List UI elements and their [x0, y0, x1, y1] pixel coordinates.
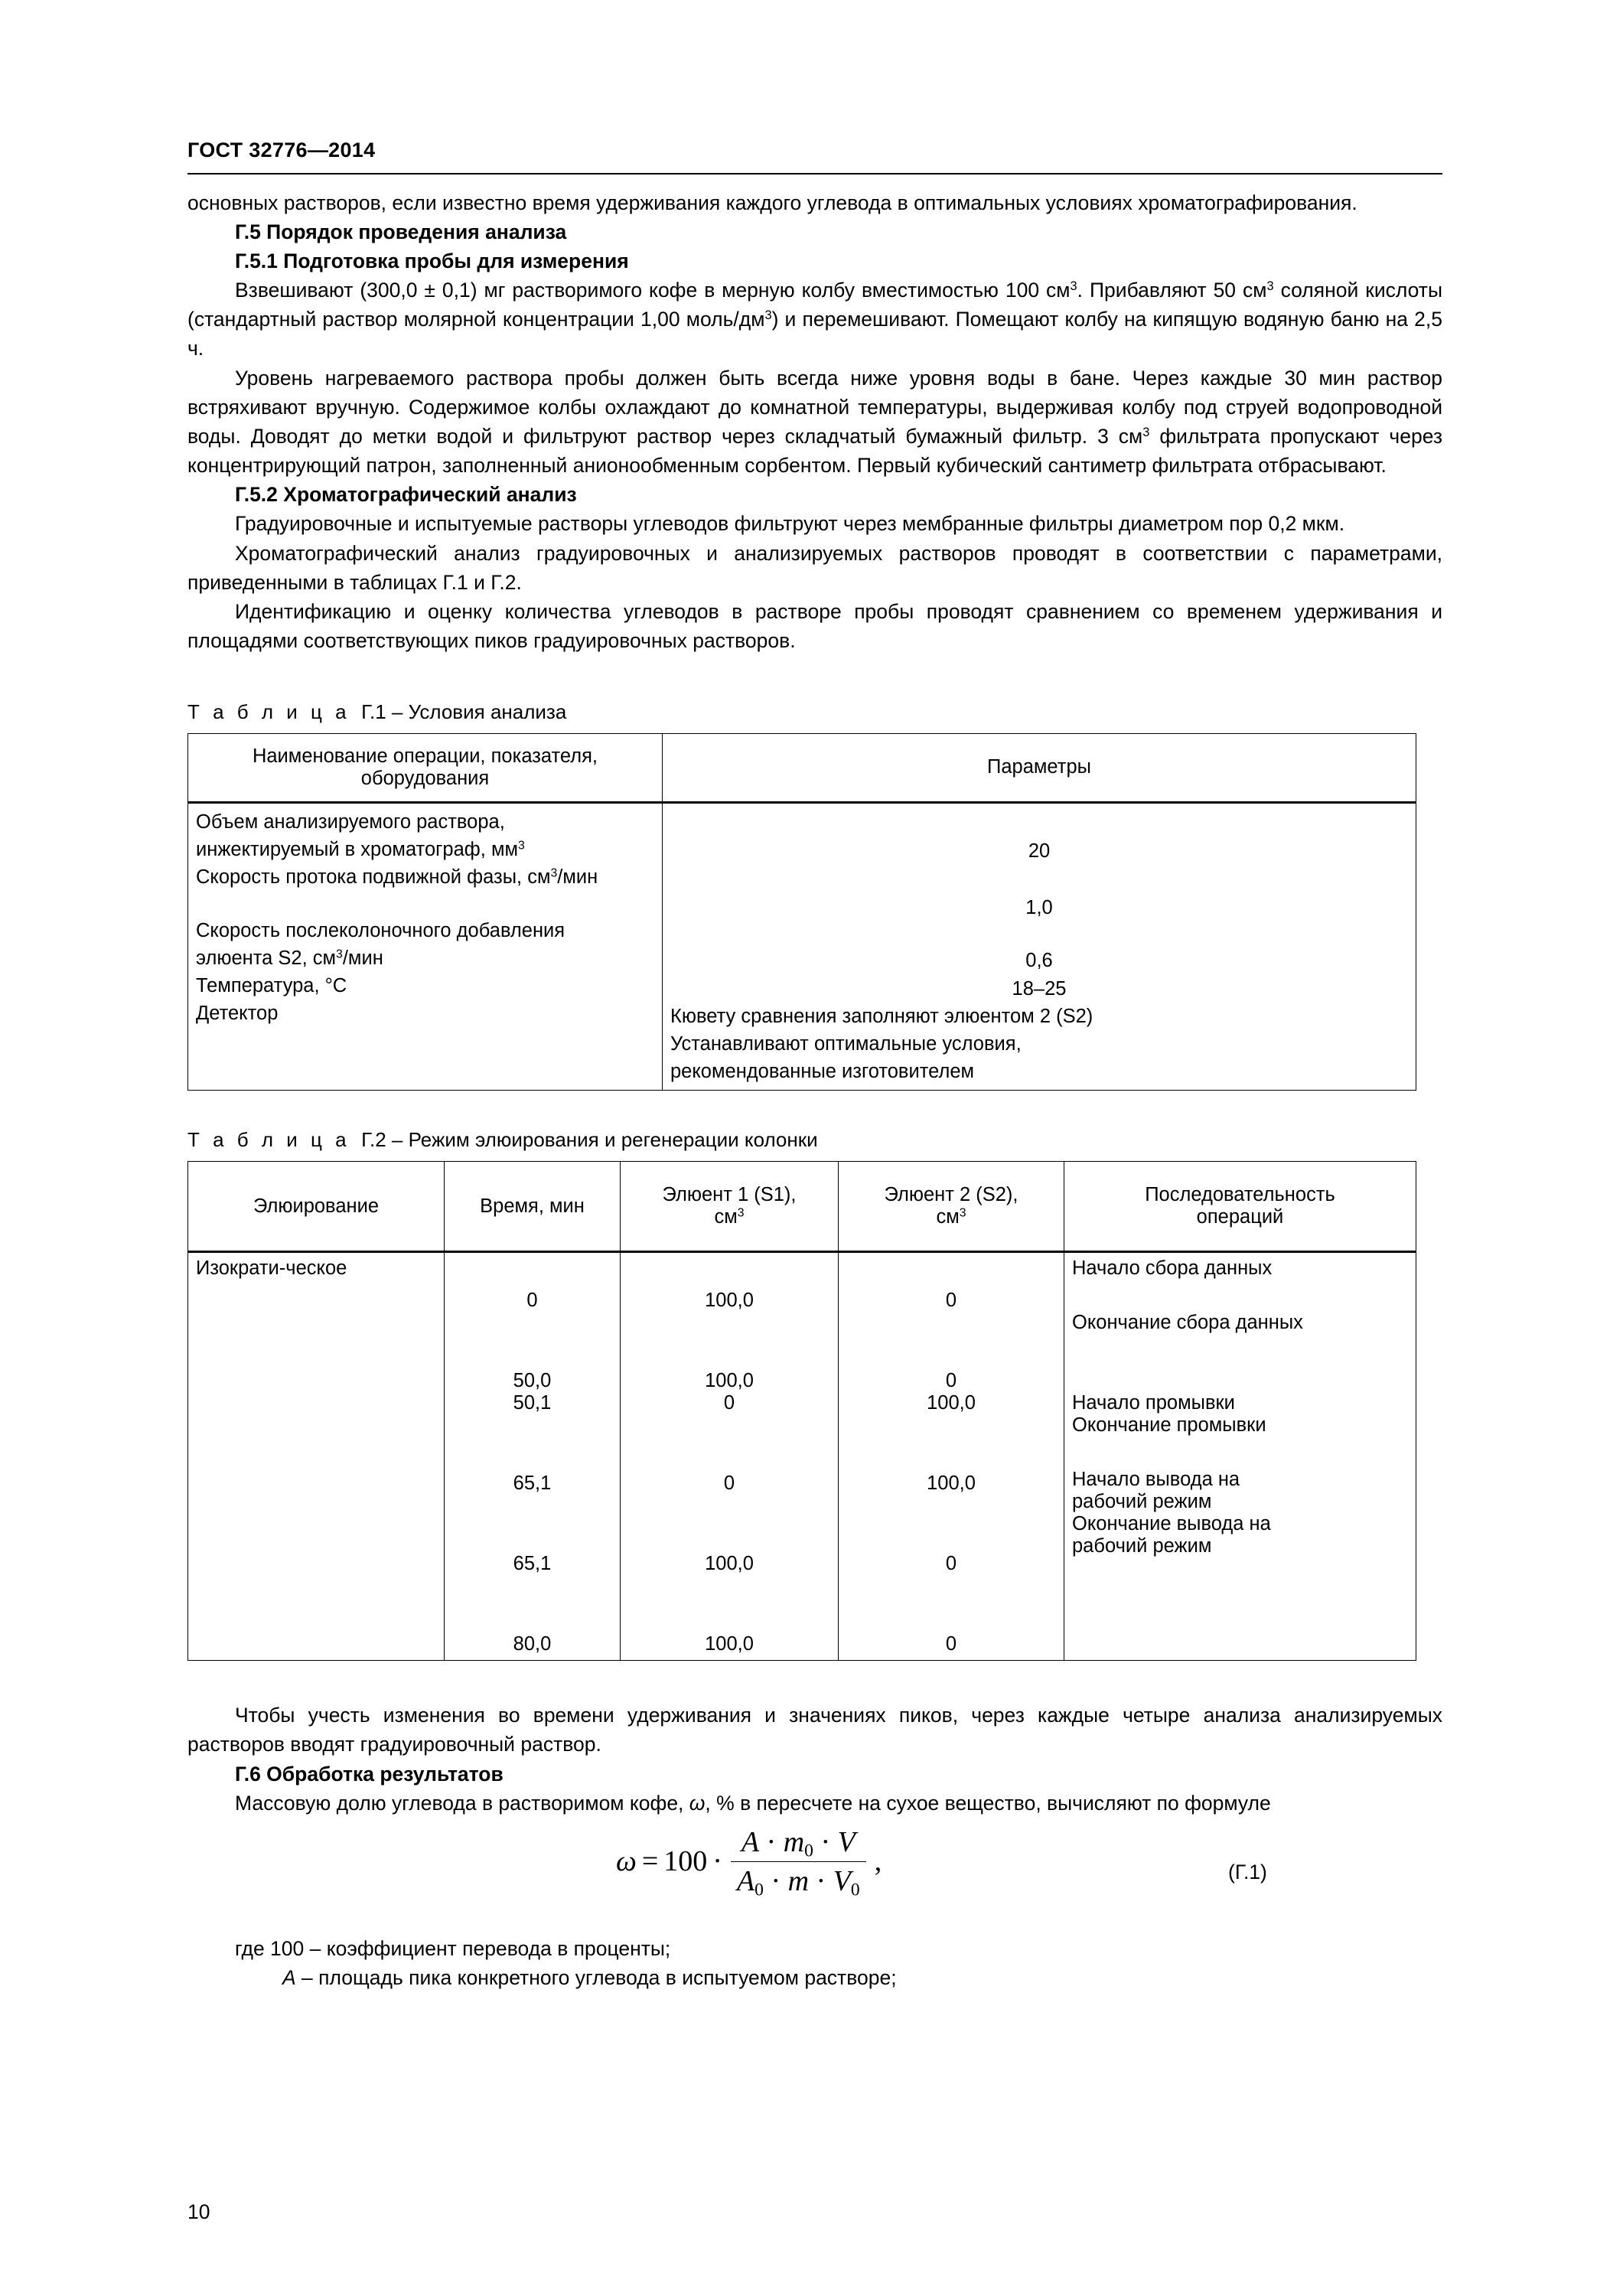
t1-value-injection-volume: 20 [1028, 840, 1051, 862]
superscript-cubic-t2-2: 3 [959, 1206, 966, 1220]
t2-op-gap-2 [1072, 1334, 1408, 1392]
t1-line-2-text: инжектируемый в хроматограф, мм [196, 839, 519, 861]
t2-s2-4: 100,0 [927, 1473, 976, 1495]
t2-op-gap-3 [1072, 1437, 1408, 1469]
t1-line-3-text: Скорость протока подвижной фазы, см [196, 866, 551, 889]
superscript-cubic-1: 3 [1070, 279, 1077, 294]
t2-s2-gap-4 [846, 1575, 1056, 1633]
table-g2-cell-sequence [1064, 1252, 1416, 1661]
t1-line-2 [196, 836, 654, 863]
t2-s1-5: 100,0 [705, 1553, 754, 1575]
formula-coefficient: 100 [663, 1845, 708, 1878]
t2-s1-6: 100,0 [705, 1633, 754, 1655]
table-g2-caption-dash: – [391, 1128, 403, 1152]
superscript-cubic-3: 3 [764, 308, 772, 323]
t2-op-1: Начало сбора данных [1072, 1257, 1273, 1280]
t1-line-1: Объем анализируемого раствора, [196, 810, 505, 833]
t2-op-6b: рабочий режим [1072, 1535, 1212, 1557]
t2-s2-gap-3 [846, 1495, 1056, 1553]
t1-line-3-unit: /мин [557, 866, 598, 889]
paragraph-intro: основных растворов, если известно время удерживания каждого углевода в оптимальных условиях хроматографирования. [187, 191, 1357, 214]
t2-time-gap-4 [452, 1575, 612, 1633]
t2-op-gap-1 [1072, 1280, 1408, 1312]
t1-value-detector-1: Кювету сравнения заполняют элюентом 2 (S2) [670, 1005, 1093, 1027]
formula-den-V-sub: 0 [850, 1880, 860, 1900]
t2-s2-1: 0 [945, 1290, 957, 1312]
formula-den-A: A [736, 1864, 755, 1897]
paragraph-g5-2-a: Градуировочные и испытуемые растворы углеводов фильтруют через мембранные фильтры диаметром пор 0,2 мкм. [235, 512, 1345, 536]
t2-s1-gap-4 [628, 1575, 830, 1633]
t2-s1-gap-1 [628, 1312, 830, 1370]
table-g2-header-eluent2 [839, 1162, 1064, 1252]
legend-line-100: где 100 – коэффициент перевода в проценты; [235, 1936, 671, 1960]
t2-op-4: Окончание промывки [1072, 1414, 1266, 1437]
paragraph-g5-2-b: Хроматографический анализ градуировочных и анализируемых растворов проводят в соответствии с параметрами, приведенными в таблицах Г.1 и Г.2. [187, 541, 1442, 594]
spacer-between-tables [187, 1091, 1442, 1127]
table-g1-header-row [188, 733, 1416, 802]
table-g2-cell-times [445, 1252, 621, 1661]
paragraph-g5-1-b [187, 364, 1442, 481]
heading-g5: Г.5 Порядок проведения анализа [235, 220, 567, 243]
t2-time-gap-2 [452, 1414, 612, 1473]
text-seg-4: ) и перемешивают. Помещают колбу на кипящую водяную баню на 2,5 ч. [187, 308, 1442, 360]
table-g1-caption [187, 700, 1442, 726]
table-g2-caption-number: Г.2 [361, 1128, 386, 1152]
t2-time-5: 65,1 [513, 1553, 552, 1575]
t2-s2-gap-0 [846, 1257, 1056, 1290]
text-seg-1: Взвешивают (300,0 ± 0,1) мг растворимого кофе в мерную колбу вместимостью 100 см [235, 279, 1071, 302]
t2-h3-line1: Элюент 1 (S1), [662, 1184, 797, 1206]
text-seg-2: . Прибавляют 50 см [1077, 279, 1267, 302]
t2-h3-unit: см [714, 1206, 738, 1228]
t2-s2-5: 0 [945, 1553, 957, 1575]
superscript-cubic-4: 3 [1142, 425, 1150, 439]
t1-r-gap-1 [670, 808, 1408, 837]
spacer-before-table-1 [187, 655, 1442, 700]
spacer-after-table-2 [187, 1661, 1442, 1701]
superscript-cubic-2: 3 [1266, 279, 1274, 294]
paragraph-after-table-2: Чтобы учесть изменения во времени удерживания и значениях пиков, через каждые четыре анализа анализируемых растворов вводят градуировочный раствор. [187, 1704, 1442, 1756]
t2-time-6: 80,0 [513, 1633, 552, 1655]
text-seg-3: соляной кислоты (стандартный раствор молярной концентрации 1,00 моль/дм [187, 279, 1442, 331]
table-g1-caption-dash: – [391, 700, 403, 724]
t2-time-gap-0 [452, 1257, 612, 1290]
table-g2-cell-eluent1 [621, 1252, 839, 1661]
t1-value-postcolumn-rate: 0,6 [1025, 950, 1053, 972]
formula-equals: = [641, 1845, 659, 1878]
t2-op-6a: Окончание вывода на [1072, 1513, 1271, 1535]
text-seg-6: фильтрата пропускают через концентрирующий патрон, заполненный анионообменным сорбентом. Первый кубический сантиметр фильтрата отбрасывают. [187, 424, 1443, 478]
t1-r-gap-3 [670, 921, 1408, 947]
t2-time-4: 65,1 [513, 1473, 552, 1495]
text-seg-8: , % в пересчете на сухое вещество, вычисляют по формуле [705, 1791, 1271, 1815]
t2-s1-gap-2 [628, 1414, 830, 1473]
t2-time-2: 50,0 [513, 1370, 552, 1392]
formula-numerator: $A \cdot m_0 \cdot V$ [741, 1825, 855, 1861]
text-seg-7: Массовую долю углевода в растворимом кофе, [235, 1791, 689, 1815]
t2-h4-line1: Элюент 2 (S2), [884, 1184, 1018, 1206]
t2-h5-line2: операций [1196, 1206, 1284, 1228]
table-g2-header-elution: Элюирование [188, 1162, 445, 1252]
superscript-cubic-t1-1: 3 [518, 839, 525, 853]
formula-num-A: A [741, 1825, 760, 1858]
formula-fraction [731, 1825, 866, 1898]
t1-gap-1 [196, 892, 654, 917]
table-g1-cell-parameters [663, 802, 1416, 1090]
text-seg-5: Уровень нагреваемого раствора пробы должен быть всегда ниже уровня воды в бане. Через каждые 30 мин раствор встряхивают вручную. Содержимое колбы охлаждают до комнатной температуры, выдерживая колбу под струей водопроводной воды. Доводят до метки водой и фильтруют раствор через складчатый бумажный фильтр. 3 см [187, 366, 1442, 448]
table-g2-header-row [188, 1162, 1416, 1252]
table-g2-caption-label: Т а б л и ц а [187, 1128, 350, 1152]
superscript-cubic-t2-1: 3 [737, 1206, 745, 1220]
page-number: 10 [187, 2200, 210, 2223]
t1-value-flow-rate: 1,0 [1025, 897, 1053, 919]
t2-s1-gap-0 [628, 1257, 830, 1290]
page-content [187, 139, 1442, 1992]
t1-line-5-unit: /мин [342, 947, 383, 969]
t2-s1-4: 0 [723, 1473, 735, 1495]
formula-denominator: $A_0 \cdot m \cdot V_0$ [731, 1861, 866, 1898]
t2-time-gap-1 [452, 1312, 612, 1370]
formula-g1 [616, 1825, 882, 1898]
t2-time-3: 50,1 [513, 1392, 552, 1414]
table-g1-header-operation: Наименование операции, показателя, оборудования [188, 733, 663, 802]
heading-g5-2: Г.5.2 Хроматографический анализ [235, 483, 577, 507]
header-rule [187, 173, 1442, 174]
t2-h3-line2 [628, 1206, 830, 1228]
heading-g6: Г.6 Обработка результатов [235, 1762, 504, 1786]
t2-op-5b: рабочий режим [1072, 1491, 1212, 1513]
table-g2-body-row [188, 1252, 1416, 1661]
table-g2-caption-title: Режим элюирования и регенерации колонки [408, 1128, 818, 1152]
superscript-cubic-t1-2: 3 [550, 866, 558, 880]
formula-omega: ω [616, 1845, 637, 1878]
formula-number: (Г.1) [1228, 1860, 1267, 1883]
formula-den-m: m [787, 1864, 810, 1897]
t1-line-5 [196, 944, 654, 972]
table-g2-cell-eluent2 [839, 1252, 1064, 1661]
t1-value-detector-3: рекомендованные изготовителем [670, 1061, 975, 1083]
table-g1-body-row [188, 802, 1416, 1090]
paragraph-g5-2-c: Идентификацию и оценку количества углеводов в растворе пробы проводят сравнением со временем удерживания и площадями соответствующих пиков градуировочных растворов. [187, 599, 1442, 653]
table-g1-caption-number: Г.1 [361, 700, 386, 724]
paragraph-g6-a [187, 1789, 1442, 1818]
t2-op-2: Окончание сбора данных [1072, 1312, 1303, 1334]
table-g2-header-eluent1 [621, 1162, 839, 1252]
table-g1-caption-title: Условия анализа [408, 700, 567, 724]
table-g2-cell-mode: Изократи-ческое [188, 1252, 445, 1661]
t2-h4-line2 [846, 1206, 1056, 1228]
table-g1-header-parameters: Параметры [663, 733, 1416, 802]
t2-s2-2: 0 [945, 1370, 957, 1392]
formula-den-V: V [833, 1864, 851, 1897]
table-g1-cell-operations [188, 802, 663, 1090]
t2-s1-gap-3 [628, 1495, 830, 1553]
t2-s2-gap-1 [846, 1312, 1056, 1370]
t2-h4-unit: см [936, 1206, 960, 1228]
t2-s2-3: 100,0 [927, 1392, 976, 1414]
t2-s2-gap-2 [846, 1414, 1056, 1473]
t1-r-gap-2 [670, 865, 1408, 894]
table-g2-header-sequence [1064, 1162, 1416, 1252]
formula-num-m-sub: 0 [804, 1841, 813, 1861]
formula-block [187, 1818, 1442, 1934]
t2-s1-2: 100,0 [705, 1370, 754, 1392]
t1-line-5-text: элюента S2, см [196, 947, 337, 969]
t2-s1-3: 0 [723, 1392, 735, 1414]
t1-line-3 [196, 863, 654, 891]
table-g2 [187, 1161, 1416, 1661]
t1-line-7: Детектор [196, 1003, 279, 1025]
t1-line-4: Скорость послеколоночного добавления [196, 919, 565, 941]
formula-trailing-comma: , [874, 1845, 882, 1878]
t2-op-3: Начало промывки [1072, 1392, 1235, 1414]
t2-s1-1: 100,0 [705, 1290, 754, 1312]
spacer-caption-table-1 [187, 726, 1442, 733]
legend-line-A [187, 1963, 1442, 1992]
t1-value-temperature: 18–25 [1012, 977, 1067, 1000]
table-g1 [187, 733, 1416, 1091]
formula-num-m: m [783, 1825, 805, 1858]
paragraph-g5-1-a [187, 276, 1442, 363]
t2-op-5a: Начало вывода на [1072, 1469, 1240, 1491]
legend-text-A: – площадь пика конкретного углевода в испытуемом растворе; [295, 1965, 897, 1989]
symbol-omega-inline: ω [689, 1791, 706, 1815]
table-g1-caption-label: Т а б л и ц а [187, 700, 350, 724]
t2-time-gap-3 [452, 1495, 612, 1553]
t2-h5-line1: Последовательность [1145, 1184, 1335, 1206]
formula-dot: · [712, 1845, 722, 1878]
heading-g5-1: Г.5.1 Подготовка пробы для измерения [235, 249, 629, 272]
standard-header: ГОСТ 32776—2014 [187, 139, 376, 161]
formula-num-V: V [837, 1825, 855, 1858]
t2-s2-6: 0 [945, 1633, 957, 1655]
superscript-cubic-t1-3: 3 [336, 947, 343, 961]
t1-line-6: Температура, °С [196, 975, 347, 996]
formula-den-A-sub: 0 [754, 1880, 764, 1900]
legend-symbol-A: A [282, 1965, 296, 1989]
t2-time-1: 0 [526, 1290, 538, 1312]
t1-value-detector-2: Устанавливают оптимальные условия, [670, 1033, 1022, 1055]
spacer-caption-table-2 [187, 1153, 1442, 1161]
table-g2-caption [187, 1127, 1442, 1153]
table-g2-header-time: Время, мин [445, 1162, 621, 1252]
